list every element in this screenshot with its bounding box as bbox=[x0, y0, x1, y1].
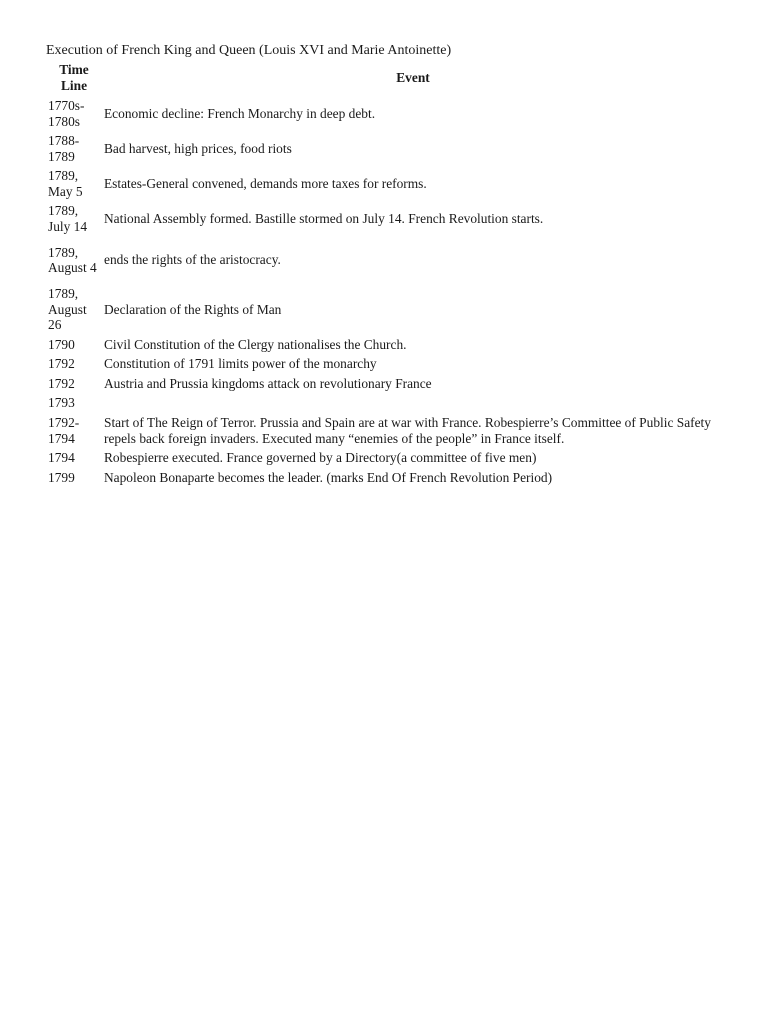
time-cell: 1770s-1780s bbox=[48, 98, 85, 129]
event-cell: Declaration of the Rights of Man bbox=[104, 301, 282, 317]
event-cell: ends the rights of the aristocracy. bbox=[104, 252, 281, 268]
time-cell: 1792 bbox=[48, 375, 75, 391]
event-cell: Austria and Prussia kingdoms attack on revolutionary France bbox=[104, 375, 432, 391]
event-cell: Estates-General convened, demands more taxes for reforms. bbox=[104, 175, 427, 191]
time-cell: 1794 bbox=[48, 450, 75, 465]
time-cell: 1789, July 14 bbox=[48, 203, 88, 234]
table-row bbox=[46, 374, 724, 394]
table-row bbox=[46, 335, 724, 355]
time-cell: 1789, May 5 bbox=[48, 168, 83, 199]
event-cell: Economic decline: French Monarchy in deep debt. bbox=[104, 105, 376, 121]
event-cell: Civil Constitution of the Clergy nationalises the Church. bbox=[104, 336, 407, 352]
time-cell: 1799 bbox=[48, 469, 75, 485]
table-header-row bbox=[46, 61, 724, 96]
time-cell: 1792 bbox=[48, 356, 75, 371]
table-row bbox=[46, 96, 724, 131]
time-cell: 1788-1789 bbox=[48, 133, 80, 164]
timeline-table bbox=[46, 61, 724, 487]
time-cell: 1789, August 4 bbox=[48, 244, 97, 275]
time-cell: 1789, August 26 bbox=[48, 286, 87, 332]
table-row bbox=[46, 201, 724, 236]
event-cell: Constitution of 1791 limits power of the monarchy bbox=[104, 356, 377, 371]
event-cell: Napoleon Bonaparte becomes the leader. (marks End Of French Revolution Period) bbox=[104, 469, 553, 485]
event-cell: Start of The Reign of Terror. Prussia and Spain are at war with France. Robespierre’s Committee of Public Safety repels back foreign invaders. Executed many “enemies of the people” in France itself. bbox=[104, 415, 711, 446]
time-cell: 1792-1794 bbox=[48, 415, 80, 446]
table-row bbox=[46, 284, 724, 335]
event-cell bbox=[102, 393, 724, 413]
table-row bbox=[46, 354, 724, 374]
event-cell: Robespierre executed. France governed by a Directory(a committee of five men) bbox=[104, 450, 537, 465]
table-row bbox=[46, 448, 724, 468]
time-cell: 1793 bbox=[48, 395, 75, 411]
event-cell: Bad harvest, high prices, food riots bbox=[104, 140, 292, 156]
event-cell: National Assembly formed. Bastille stormed on July 14. French Revolution starts. bbox=[104, 210, 544, 226]
document-page bbox=[46, 42, 726, 487]
table-row bbox=[46, 393, 724, 413]
table-row bbox=[46, 166, 724, 201]
document-title: Execution of French King and Queen (Louis XVI and Marie Antoinette) bbox=[46, 43, 452, 58]
time-cell: 1790 bbox=[48, 336, 75, 352]
table-row bbox=[46, 131, 724, 166]
time-line-header: Time Line bbox=[59, 62, 89, 93]
table-row bbox=[46, 236, 724, 284]
table-row bbox=[46, 413, 724, 448]
table-row bbox=[46, 468, 724, 488]
event-header: Event bbox=[396, 70, 430, 85]
